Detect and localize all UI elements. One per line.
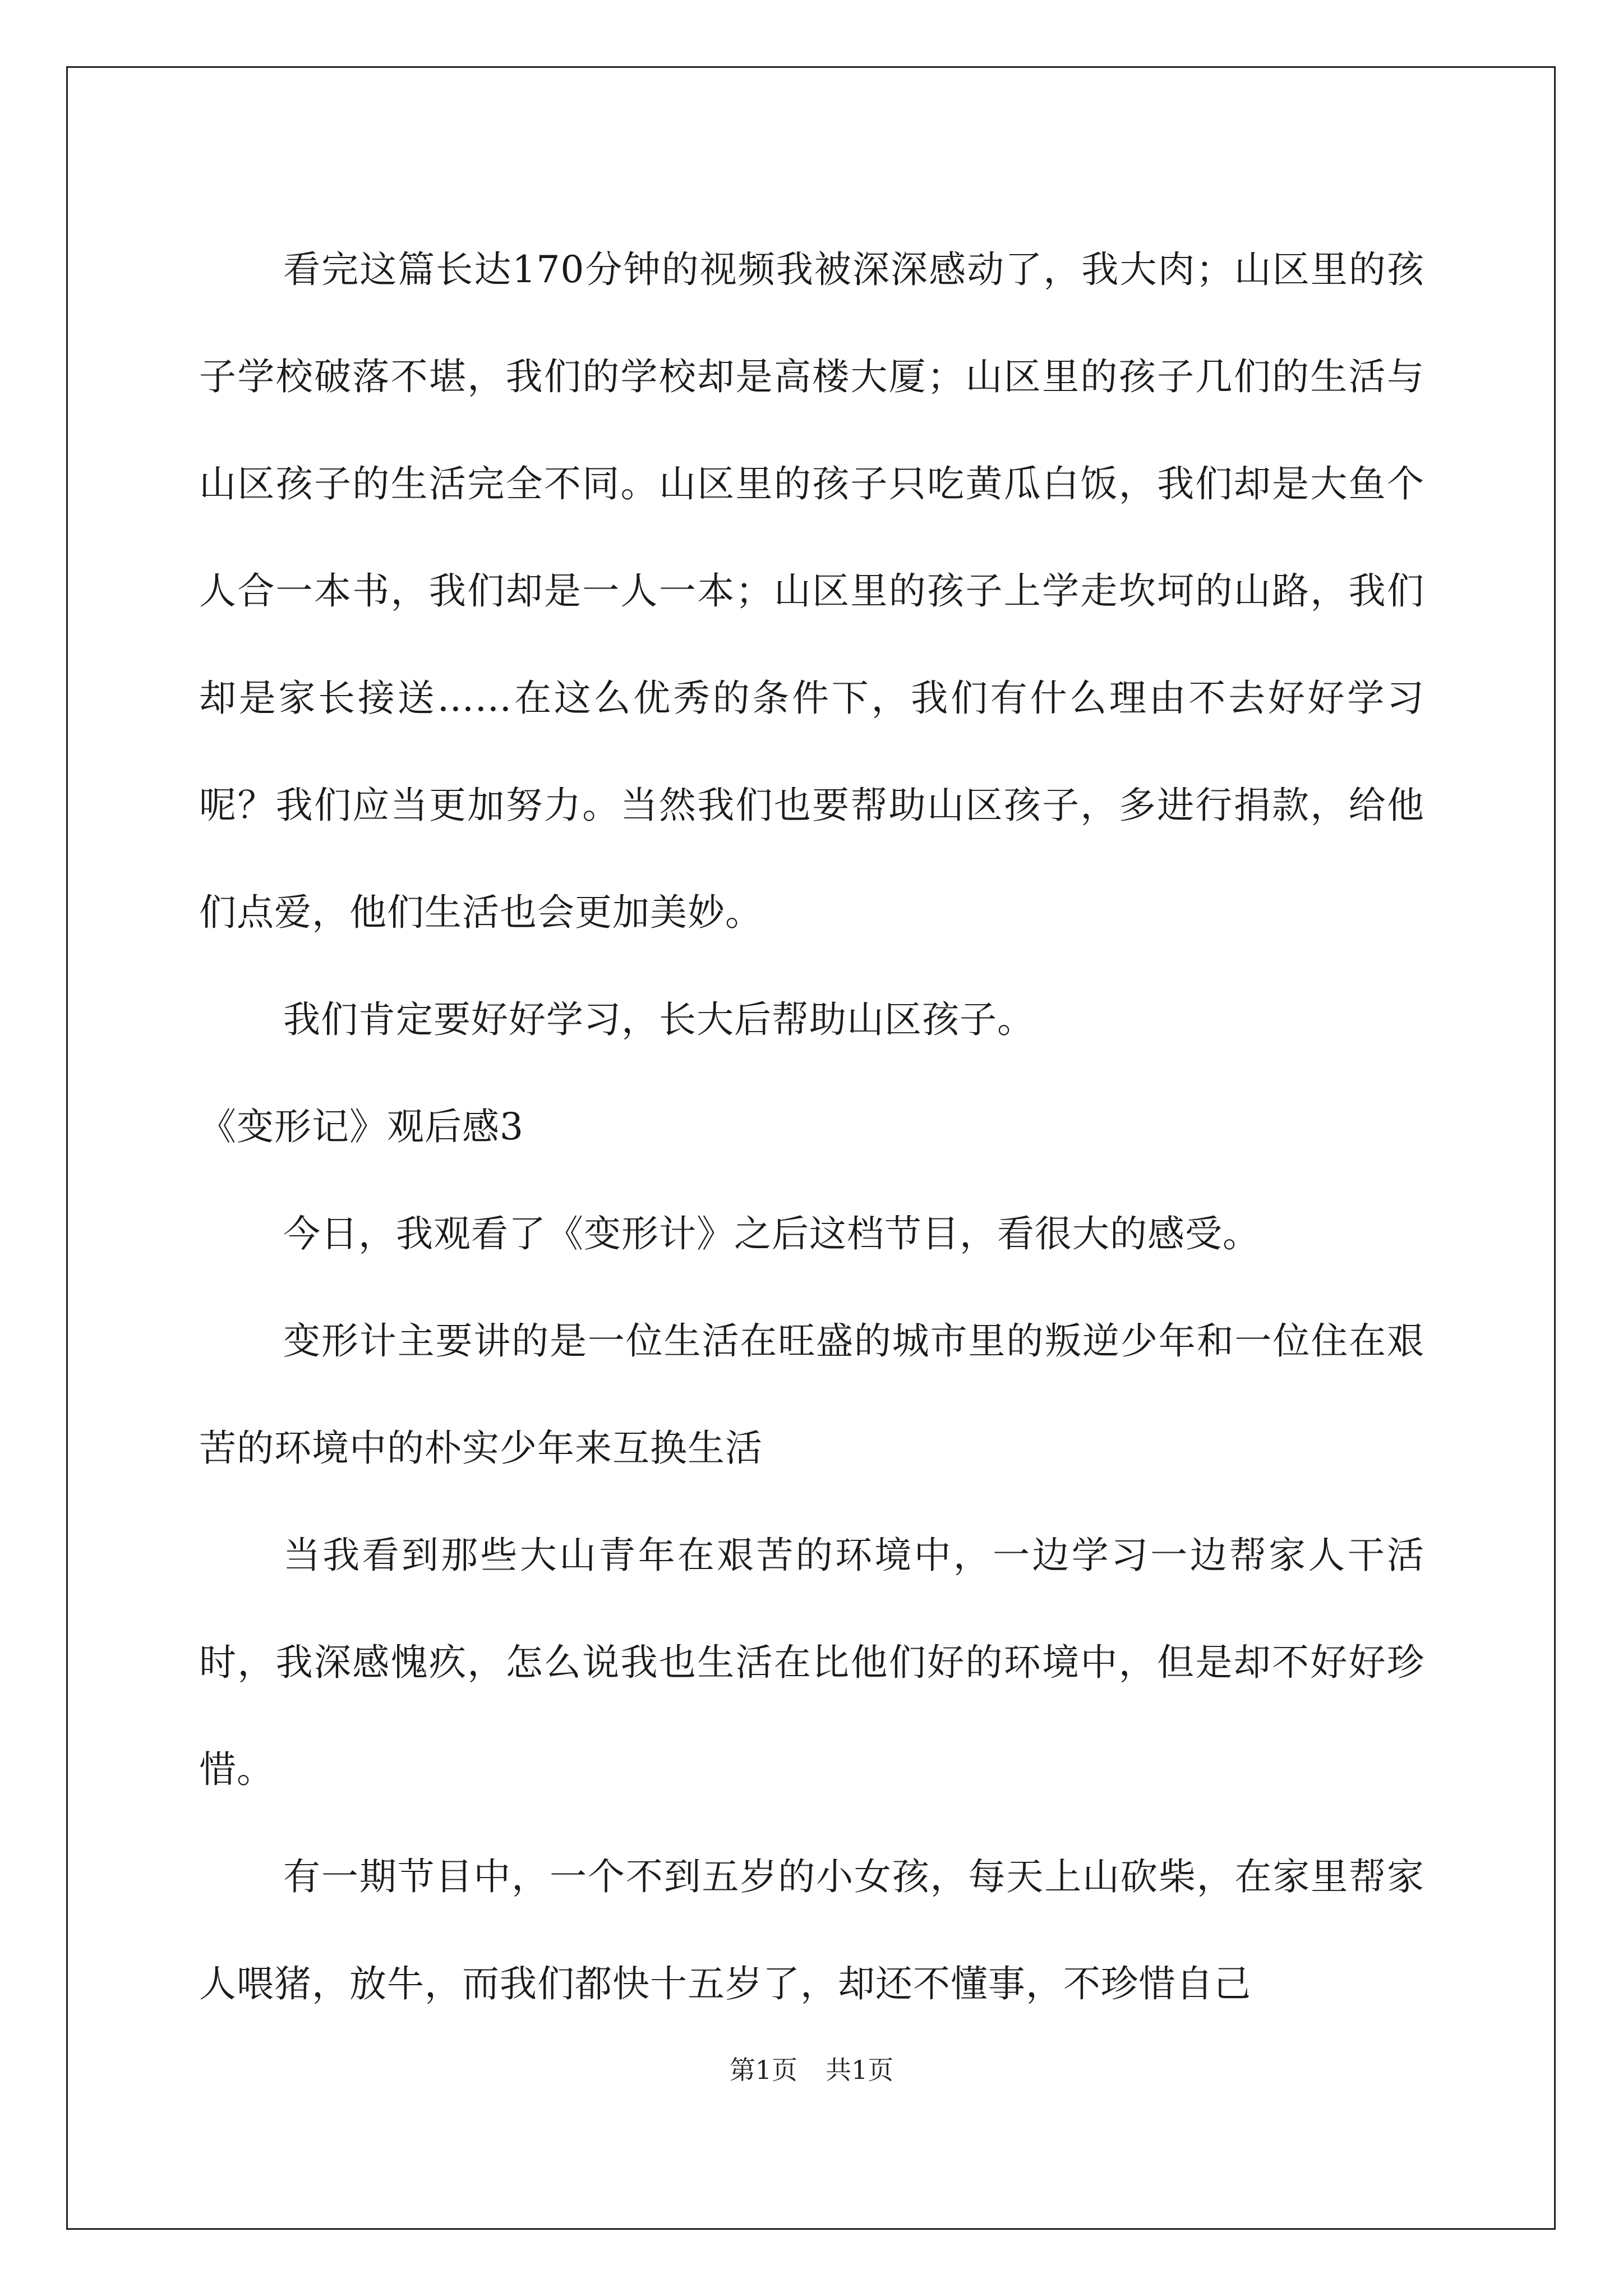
page-footer xyxy=(0,2053,1623,2087)
section-heading: 《变形记》观后感3 xyxy=(199,1105,524,1148)
page-number-current: 第1页 xyxy=(729,2055,797,2085)
paragraph-episode: 有一期节目中，一个不到五岁的小女孩，每天上山砍柴，在家里帮家人喂猪，放牛，而我们都快十五岁了，却还不懂事，不珍惜自己 xyxy=(199,1855,1424,2005)
paragraph-show-summary: 变形计主要讲的是一位生活在旺盛的城市里的叛逆少年和一位住在艰苦的环境中的朴实少年来互换生活 xyxy=(199,1319,1424,1470)
paragraph-resolution: 我们肯定要好好学习，长大后帮助山区孩子。 xyxy=(283,998,1035,1041)
paragraph-video-reflection: 看完这篇长达170分钟的视频我被深深感动了，我大肉；山区里的孩子学校破落不堪，我们的学校却是高楼大厦；山区里的孩子几们的生活与山区孩子的生活完全不同。山区里的孩子只吃黄瓜白饭，我们却是大鱼个人合一本书，我们却是一人一本；山区里的孩子上学走坎坷的山路，我们却是家长接送……在这么优秀的条件下，我们有什么理由不去好好学习呢？我们应当更加努力。当然我们也要帮助山区孩子，多进行捐款，给他们点爱，他们生活也会更加美妙。 xyxy=(199,248,1424,934)
page-number-total: 共1页 xyxy=(826,2055,894,2085)
document-body xyxy=(199,216,1424,2037)
paragraph-feelings: 当我看到那些大山青年在艰苦的环境中，一边学习一边帮家人干活时，我深感愧疚，怎么说我也生活在比他们好的环境中，但是却不好好珍惜。 xyxy=(199,1534,1424,1791)
paragraph-intro: 今日，我观看了《变形计》之后这档节目，看很大的感受。 xyxy=(283,1212,1260,1255)
